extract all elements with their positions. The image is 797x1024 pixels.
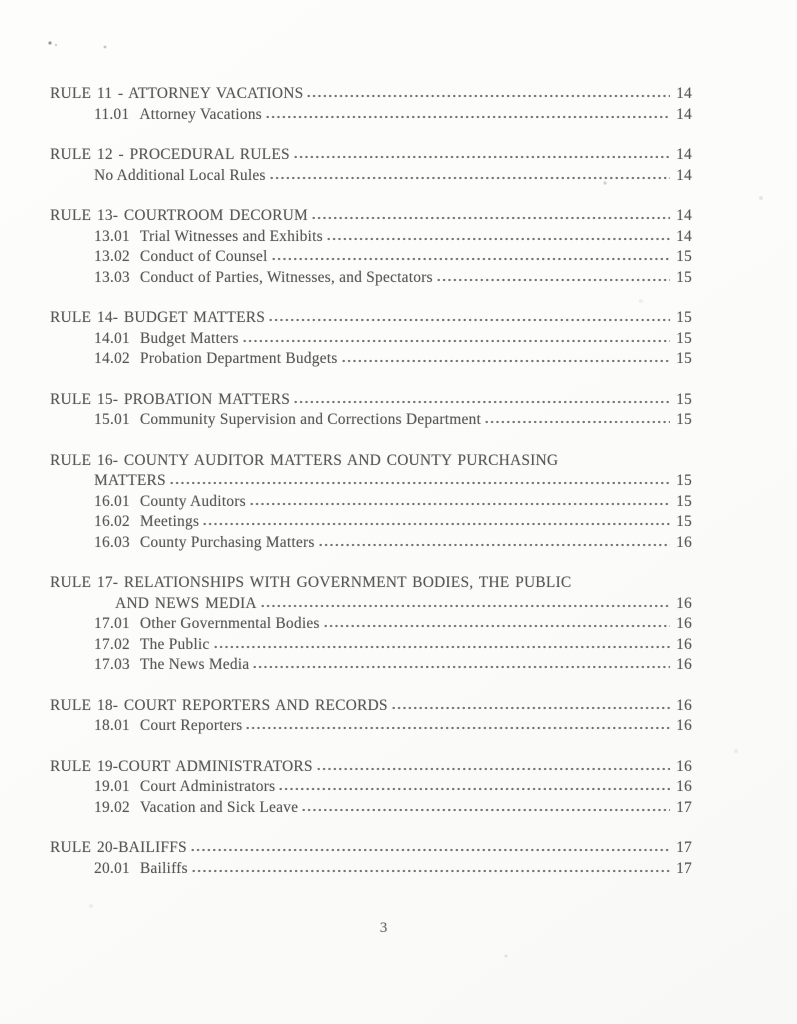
page-ref: 16: [676, 533, 692, 551]
toc-heading-rule-16-line2: [50, 471, 692, 492]
toc-item-text: Probation Department Budgets: [139, 350, 338, 367]
toc-item-text: Attorney Vacations: [139, 105, 262, 123]
rule-number: 20.01: [94, 859, 130, 877]
dot-leader: [436, 278, 670, 282]
toc-item-text: Community Supervision and Corrections Department: [139, 411, 482, 428]
dot-leader: [249, 502, 670, 506]
dot-leader: [311, 216, 670, 220]
page-ref: 17: [676, 859, 692, 877]
toc-heading-text: RULE 18- COURT REPORTERS AND RECORDS: [50, 696, 388, 714]
toc-item-16-03: [50, 533, 692, 554]
toc-heading-rule-18: [50, 696, 692, 717]
dot-leader: [269, 176, 670, 180]
dot-leader: [190, 848, 670, 852]
toc-heading-text: RULE 14- BUDGET MATTERS: [50, 309, 266, 326]
toc-heading-text: RULE 11 - ATTORNEY VACATIONS: [50, 85, 304, 102]
toc-item-text: The Public: [139, 635, 210, 653]
dot-leader: [245, 726, 670, 730]
page-ref: 16: [676, 717, 692, 734]
toc-item-16-01: [50, 492, 692, 513]
dot-leader: [268, 318, 670, 322]
dot-leader: [318, 543, 670, 547]
page-ref: 14: [676, 85, 692, 102]
page-ref: 15: [676, 411, 692, 428]
toc-item-text: Budget Matters: [139, 329, 239, 347]
dot-leader: [213, 645, 671, 649]
dot-leader: [301, 808, 670, 812]
dot-leader: [484, 420, 670, 424]
dot-leader: [242, 339, 670, 343]
footer-page-number: 3: [379, 920, 388, 936]
page-ref: 15: [676, 309, 692, 326]
toc-item-text: Other Governmental Bodies: [139, 615, 320, 632]
page-ref: 16: [676, 656, 692, 673]
toc-heading-rule-16-line1: [50, 451, 692, 472]
toc-heading-text: MATTERS: [94, 472, 166, 489]
toc-heading-rule-17-line1: [50, 573, 692, 594]
rule-number: 13.01: [94, 227, 130, 245]
toc-heading-rule-15: [50, 390, 692, 411]
page-ref: 14: [676, 207, 692, 224]
page-ref: 16: [676, 594, 692, 612]
dot-leader: [271, 257, 670, 261]
rule-number: 16.03: [94, 533, 130, 551]
toc-item-19-02: [50, 798, 692, 819]
toc-heading-rule-13: [50, 206, 692, 227]
rule-number: 17.03: [94, 656, 130, 673]
page-ref: 16: [676, 696, 692, 714]
toc-item-13-01: [50, 227, 692, 248]
rule-number: 15.01: [94, 411, 130, 428]
dot-leader: [293, 400, 670, 404]
dot-leader: [293, 155, 670, 159]
dot-leader: [202, 522, 670, 526]
toc-item-text: Court Reporters: [139, 717, 243, 734]
page-ref: 14: [676, 166, 692, 184]
page-ref: 17: [676, 798, 692, 816]
toc-item-text: County Auditors: [139, 492, 246, 510]
page-ref: 14: [676, 105, 692, 123]
toc-item-14-02: [50, 349, 692, 370]
toc-heading-rule-14: [50, 308, 692, 329]
toc-item-13-03: [50, 268, 692, 289]
rule-number: 16.01: [94, 492, 130, 510]
dot-leader: [265, 115, 670, 119]
page-ref: 16: [676, 778, 692, 795]
toc-item-text: Conduct of Counsel: [139, 248, 268, 265]
toc-heading-text: RULE 15- PROBATION MATTERS: [50, 390, 291, 408]
toc-item-text: Bailiffs: [139, 859, 188, 877]
dot-leader: [341, 359, 670, 363]
toc-item-13-02: [50, 247, 692, 268]
page-ref: 15: [676, 513, 692, 530]
dot-leader: [169, 481, 670, 485]
page-ref: 14: [676, 146, 692, 163]
page-ref: 16: [676, 757, 692, 775]
rule-number: 14.02: [94, 350, 130, 367]
page-ref: 16: [676, 615, 692, 632]
page-ref: 15: [676, 329, 692, 347]
toc-heading-text: RULE 20-BAILIFFS: [50, 839, 187, 856]
rule-number: 18.01: [94, 717, 130, 734]
dot-leader: [278, 787, 670, 791]
toc-item-text: The News Media: [139, 656, 250, 673]
page-ref: 15: [676, 350, 692, 367]
toc-item-14-01: [50, 329, 692, 350]
toc-heading-text: RULE 13- COURTROOM DECORUM: [50, 207, 308, 224]
toc-item-11-01: [50, 105, 692, 126]
toc-item-text: Trial Witnesses and Exhibits: [139, 227, 323, 245]
toc-item-17-03: [50, 655, 692, 676]
toc-item-19-01: [50, 777, 692, 798]
page-ref: 15: [676, 390, 692, 408]
rule-number: 14.01: [94, 329, 130, 347]
page-ref: 14: [676, 227, 692, 245]
rule-number: 13.02: [94, 248, 130, 265]
scan-noise-specks: [0, 0, 2, 2]
toc-item-17-01: [50, 614, 692, 635]
dot-leader: [323, 624, 670, 628]
dot-leader: [306, 94, 670, 98]
toc-heading-rule-20: [50, 838, 692, 859]
dot-leader: [391, 706, 670, 710]
dot-leader: [252, 665, 670, 669]
rule-number: 19.02: [94, 798, 130, 816]
rule-number: 17.02: [94, 635, 130, 653]
rule-number: 13.03: [94, 268, 130, 286]
dot-leader: [316, 767, 670, 771]
toc-heading-text: RULE 17- RELATIONSHIPS WITH GOVERNMENT BODIES, THE PUBLIC: [50, 574, 572, 591]
toc-heading-rule-17-line2: [50, 594, 692, 615]
dot-leader: [191, 869, 670, 873]
toc-item-text: No Additional Local Rules: [94, 166, 266, 184]
toc-heading-text: RULE 16- COUNTY AUDITOR MATTERS AND COUNTY PURCHASING: [50, 451, 559, 469]
rule-number: 19.01: [94, 778, 130, 795]
page-ref: 15: [676, 268, 692, 286]
toc-item-text: Court Administrators: [139, 778, 276, 795]
rule-number: 17.01: [94, 615, 130, 632]
toc-heading-rule-12: [50, 145, 692, 166]
table-of-contents: [50, 84, 692, 879]
dot-leader: [260, 604, 670, 608]
toc-item-text: Conduct of Parties, Witnesses, and Spectators: [139, 268, 433, 286]
rule-number: 16.02: [94, 513, 130, 530]
toc-heading-text: RULE 19-COURT ADMINISTRATORS: [50, 757, 313, 775]
toc-heading-rule-19: [50, 757, 692, 778]
toc-item-15-01: [50, 410, 692, 431]
dot-leader: [326, 237, 670, 241]
toc-item-18-01: [50, 716, 692, 737]
rule-number: 11.01: [94, 105, 130, 123]
toc-item-text: County Purchasing Matters: [139, 533, 315, 551]
toc-item-text: Meetings: [139, 513, 200, 530]
toc-heading-rule-11: [50, 84, 692, 105]
toc-item-text: Vacation and Sick Leave: [139, 798, 299, 816]
page-ref: 16: [676, 635, 692, 653]
page-ref: 15: [676, 492, 692, 510]
toc-heading-text: AND NEWS MEDIA: [115, 594, 257, 612]
toc-item-17-02: [50, 635, 692, 656]
page-ref: 15: [676, 248, 692, 265]
toc-item-16-02: [50, 512, 692, 533]
toc-item-no-additional-rules: [50, 166, 692, 187]
toc-heading-text: RULE 12 - PROCEDURAL RULES: [50, 146, 290, 163]
page-ref: 15: [676, 472, 692, 489]
toc-item-20-01: [50, 859, 692, 880]
page-ref: 17: [676, 839, 692, 856]
